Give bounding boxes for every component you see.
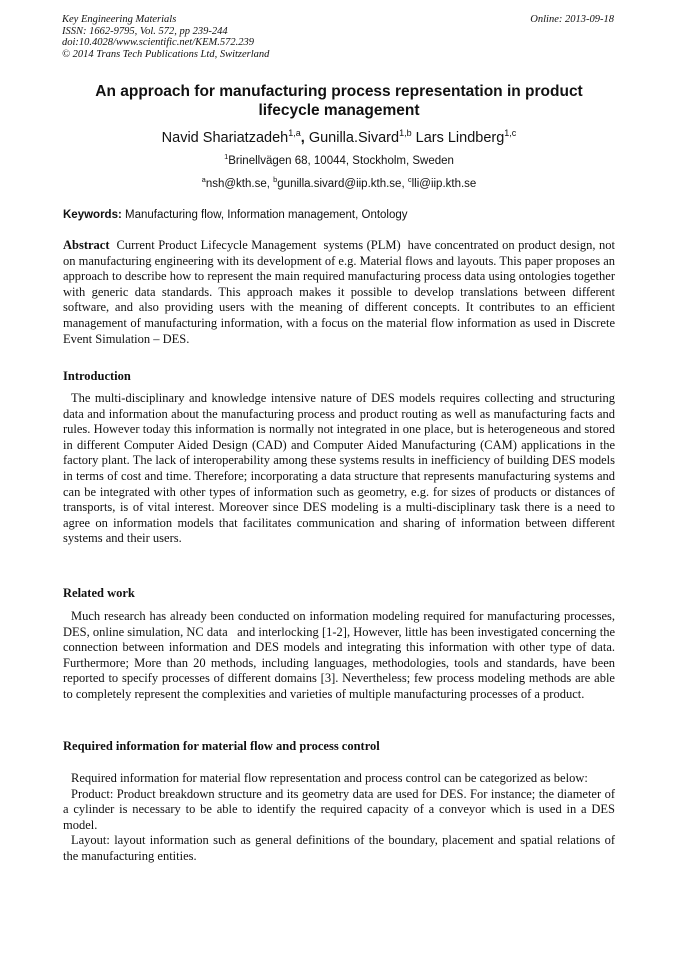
keywords <box>63 208 615 222</box>
keywords-text: Manufacturing flow, Information management, Ontology <box>121 209 408 221</box>
email-sup: b <box>273 175 278 184</box>
author-list <box>40 124 638 147</box>
email-link[interactable]: nsh@kth.se, <box>205 177 274 190</box>
keywords-label: Keywords: <box>63 209 122 221</box>
email-list <box>40 173 638 191</box>
section-heading-required-info: Required information for material flow and process control <box>63 739 380 753</box>
required-info-text <box>63 771 615 865</box>
required-info-paragraph: Layout: layout information such as general definitions of the boundary, placement and spatial relations of the manufacturing entities. <box>63 833 615 863</box>
journal-doi: doi:10.4028/www.scientific.net/KEM.572.239 <box>62 37 254 48</box>
affiliation-sup: 1 <box>224 152 229 161</box>
introduction-text <box>63 391 615 547</box>
section-heading-related-work: Related work <box>63 586 135 600</box>
author-separator: , <box>300 129 309 146</box>
required-info-paragraph: Product: Product breakdown structure and its geometry data are used for DES. For instance; the diameter of a cylinder is necessary to be able to identify the required capacity of a conveyor which is used in a DES model. <box>63 786 615 832</box>
section-heading-introduction: Introduction <box>63 369 131 383</box>
author-sup: 1,b <box>399 128 412 138</box>
journal-copyright: © 2014 Trans Tech Publications Ltd, Switzerland <box>62 48 270 60</box>
journal-header <box>62 14 614 60</box>
email-sup: c <box>407 175 412 184</box>
email-sup: a <box>201 175 206 184</box>
paper-title: An approach for manufacturing process representation in product lifecycle management <box>95 83 583 119</box>
introduction-paragraph: The multi-disciplinary and knowledge intensive nature of DES models requires collecting and structuring data and information about the manufacturing process and product routing as well as manufacturing facts and rules. However today this information is normally not integrated in one place, but is heterogeneous and stored in different Computer Aided Design (CAD) and Computer Aided Manufacturing (CAM) applications in the factory plant. The lack of interoperability among these systems results in inefficiency of building DES models in terms of cost and time. Therefore; incorporating a data structure that represents manufacturing systems and can be integrated with other types of information such as geometry, e.g. for sizes of products or distances of transports, is of vital interest. Moreover since DES modeling is a multi-disciplinary task there is a need to agree on information models that facilitates communication and sharing of information between different systems and their users. <box>63 391 615 546</box>
author-sup: 1,a <box>288 128 301 138</box>
author-sup: 1,c <box>504 128 517 138</box>
journal-name: Key Engineering Materials <box>62 14 177 25</box>
related-work-text <box>63 609 619 703</box>
author-name: Lars Lindberg <box>415 129 505 146</box>
email-link[interactable]: gunilla.sivard@iip.kth.se, <box>277 177 408 190</box>
journal-issn: ISSN: 1662-9795, Vol. 572, pp 239-244 <box>62 25 228 37</box>
related-work-paragraph: Much research has already been conducted on information modeling required for manufacturing processes, DES, online simulation, NC data and interlocking [1-2], However, little has been investigated concerning the connection between information and DES models and integrating this information with other type of data. Furthermore; More than 20 methods, including languages, methodologies, tools and standards, have been reported to specify processes of different domains [3]. Nevertheless; few process modeling methods are able to completely represent the complexities and varieties of multiple manufacturing processes of a product. <box>63 609 619 701</box>
affiliation <box>40 150 638 168</box>
online-date: Online: 2013-09-18 <box>530 14 614 25</box>
abstract-label: Abstract <box>63 238 110 252</box>
abstract <box>63 238 619 347</box>
abstract-text: Current Product Lifecycle Management systems (PLM) have concentrated on product design, not on manufacturing engineering with its development of e.g. Material flows and layouts. This paper proposes an approach to describe how to represent the main required manufacturing process data using ontologies together with generic data standards. This approach makes it possible to develop translations between different software, and also providing users with the meaning of different concepts. It contributes to an efficient management of manufacturing information, with a focus on the material flow information as used in Discrete Event Simulation – DES. <box>63 238 619 346</box>
author-name: Gunilla.Sivard <box>308 129 400 146</box>
author-name: Navid Shariatzadeh <box>161 129 289 146</box>
required-info-paragraph: Required information for material flow representation and process control can be categorized as below: <box>71 771 588 785</box>
affiliation-text: Brinellvägen 68, 10044, Stockholm, Sweden <box>228 154 454 167</box>
email-link[interactable]: lli@iip.kth.se <box>411 177 477 190</box>
